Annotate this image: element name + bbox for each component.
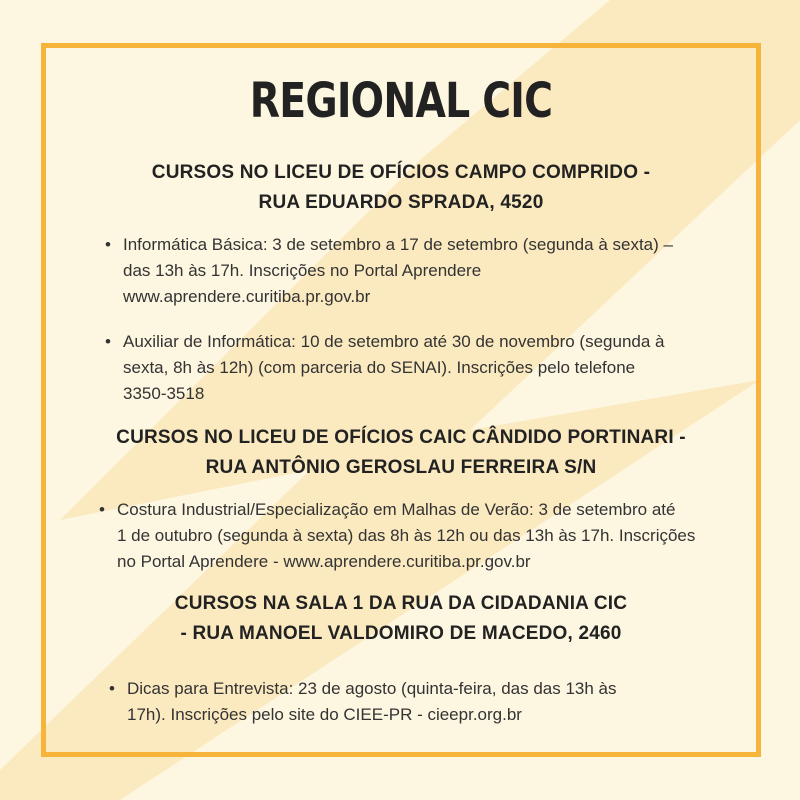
heading-line: CURSOS NA SALA 1 DA RUA DA CIDADANIA CIC [174,593,628,614]
bullet-icon: • [109,679,115,698]
item-text-line: no Portal Aprendere - www.aprendere.curitiba.pr.gov.br [117,552,531,571]
bullet-icon: • [105,235,111,254]
item-text-line: Auxiliar de Informática: 10 de setembro até 30 de novembro (segunda à [123,332,665,351]
item-text-line: sexta, 8h às 12h) (com parceria do SENAI). Inscrições pelo telefone [123,358,636,377]
item-text-line: 17h). Inscrições pelo site do CIEE-PR - cieepr.org.br [127,705,522,724]
section-heading-liceu-caic [41,423,761,483]
page-title: REGIONAL CIC [249,73,553,129]
item-text-line: das 13h às 17h. Inscrições no Portal Aprendere [123,261,482,280]
heading-line: - RUA MANOEL VALDOMIRO DE MACEDO, 2460 [180,623,622,644]
list-item-informatica-basica [105,232,673,310]
heading-line: CURSOS NO LICEU DE OFÍCIOS CAMPO COMPRIDO - [151,162,651,183]
section-heading-rua-da-cidadania [41,589,761,649]
item-text-line: Informática Básica: 3 de setembro a 17 de setembro (segunda à sexta) – [123,235,673,254]
heading-line: CURSOS NO LICEU DE OFÍCIOS CAIC CÂNDIDO PORTINARI - [116,427,686,448]
item-text-line: Dicas para Entrevista: 23 de agosto (quinta-feira, das das 13h às [127,679,617,698]
item-text-line: Costura Industrial/Especialização em Malhas de Verão: 3 de setembro até [117,500,676,519]
bullet-icon: • [105,332,111,351]
list-item-auxiliar-informatica [105,329,665,407]
list-item-dicas-entrevista [109,676,617,728]
item-text-line: www.aprendere.curitiba.pr.gov.br [123,287,371,306]
item-text-line: 1 de outubro (segunda à sexta) das 8h às 12h ou das 13h às 17h. Inscrições [117,526,696,545]
heading-line: RUA ANTÔNIO GEROSLAU FERREIRA S/N [205,457,597,478]
list-item-costura-industrial [99,497,696,575]
flyer-content [41,43,761,757]
section-heading-liceu-campo-comprido [41,158,761,218]
item-text-line: 3350-3518 [123,384,205,403]
heading-line: RUA EDUARDO SPRADA, 4520 [258,192,544,213]
bullet-icon: • [99,500,105,519]
